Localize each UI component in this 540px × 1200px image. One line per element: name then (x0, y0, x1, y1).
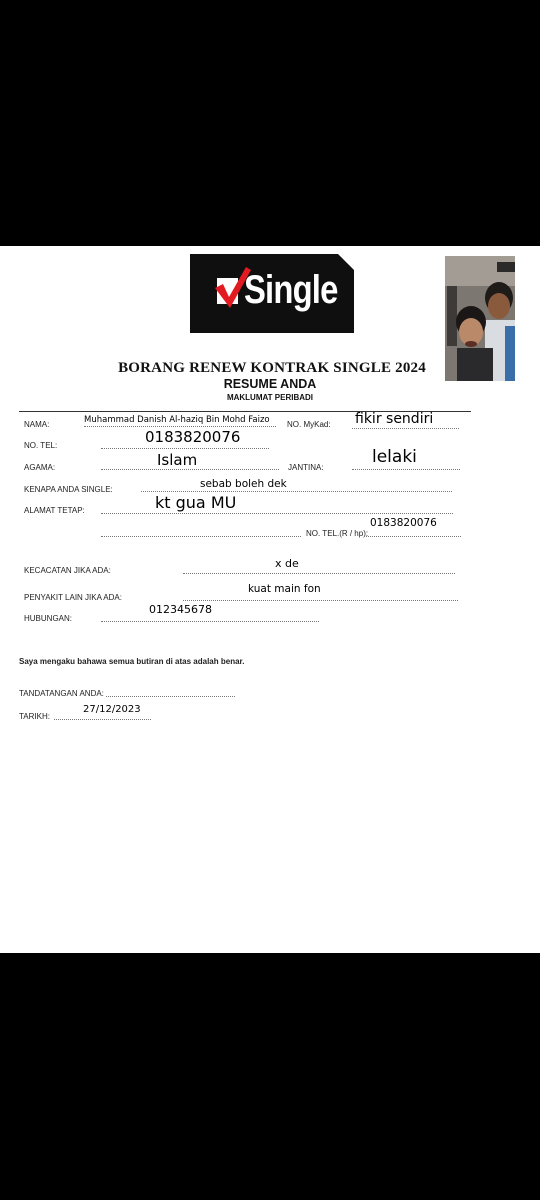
value-tel-rumah: 0183820076 (370, 517, 437, 529)
label-hubungan: HUBUNGAN: (24, 614, 73, 623)
logo-text: Single (244, 268, 338, 312)
line-penyakit (183, 600, 458, 601)
label-nama: NAMA: (24, 420, 50, 429)
value-hubungan: 012345678 (149, 603, 212, 616)
value-nama: Muhammad Danish Al-haziq Bin Mohd Faizo (84, 415, 270, 425)
line-tel-rumah (366, 536, 461, 537)
line-tel (101, 448, 269, 449)
form-document (0, 246, 540, 953)
label-jantina: JANTINA: (288, 463, 324, 472)
line-jantina (352, 469, 460, 470)
line-tarikh (54, 719, 151, 720)
value-alamat: kt gua MU (155, 493, 237, 512)
label-penyakit: PENYAKIT LAIN JIKA ADA: (24, 593, 122, 602)
label-tel-rumah: NO. TEL.(R / hp): (306, 529, 369, 538)
value-agama: Islam (157, 451, 198, 469)
value-tel: 0183820076 (145, 428, 241, 446)
form-subtitle: RESUME ANDA (223, 377, 317, 391)
label-tarikh: TARIKH: (19, 712, 50, 721)
line-hubungan (101, 621, 319, 622)
line-mykad (352, 428, 459, 429)
value-tarikh: 27/12/2023 (83, 704, 141, 715)
form-title: BORANG RENEW KONTRAK SINGLE 2024 (118, 360, 426, 376)
value-kecacatan: x de (275, 557, 299, 570)
label-agama: AGAMA: (24, 463, 56, 472)
line-kenapa (141, 491, 452, 492)
declaration-text: Saya mengaku bahawa semua butiran di atas adalah benar. (19, 657, 245, 666)
value-mykad: fikir sendiri (355, 411, 434, 427)
line-kecacatan (183, 573, 455, 574)
line-nama (84, 426, 276, 427)
label-alamat: ALAMAT TETAP: (24, 506, 85, 515)
line-tandatangan (106, 696, 235, 697)
line-agama (101, 469, 279, 470)
label-tandatangan: TANDATANGAN ANDA: (19, 689, 104, 698)
single-logo (190, 254, 354, 333)
label-tel: NO. TEL: (24, 441, 58, 450)
label-mykad: NO. MyKad: (287, 420, 331, 429)
line-alamat (101, 513, 453, 514)
line-alamat-2 (101, 536, 301, 537)
value-kenapa: sebab boleh dek (200, 478, 287, 490)
label-kenapa: KENAPA ANDA SINGLE: (24, 485, 113, 494)
value-penyakit: kuat main fon (248, 583, 321, 595)
value-jantina: lelaki (372, 447, 417, 467)
section-title: MAKLUMAT PERIBADI (226, 393, 314, 402)
label-kecacatan: KECACATAN JIKA ADA: (24, 566, 111, 575)
